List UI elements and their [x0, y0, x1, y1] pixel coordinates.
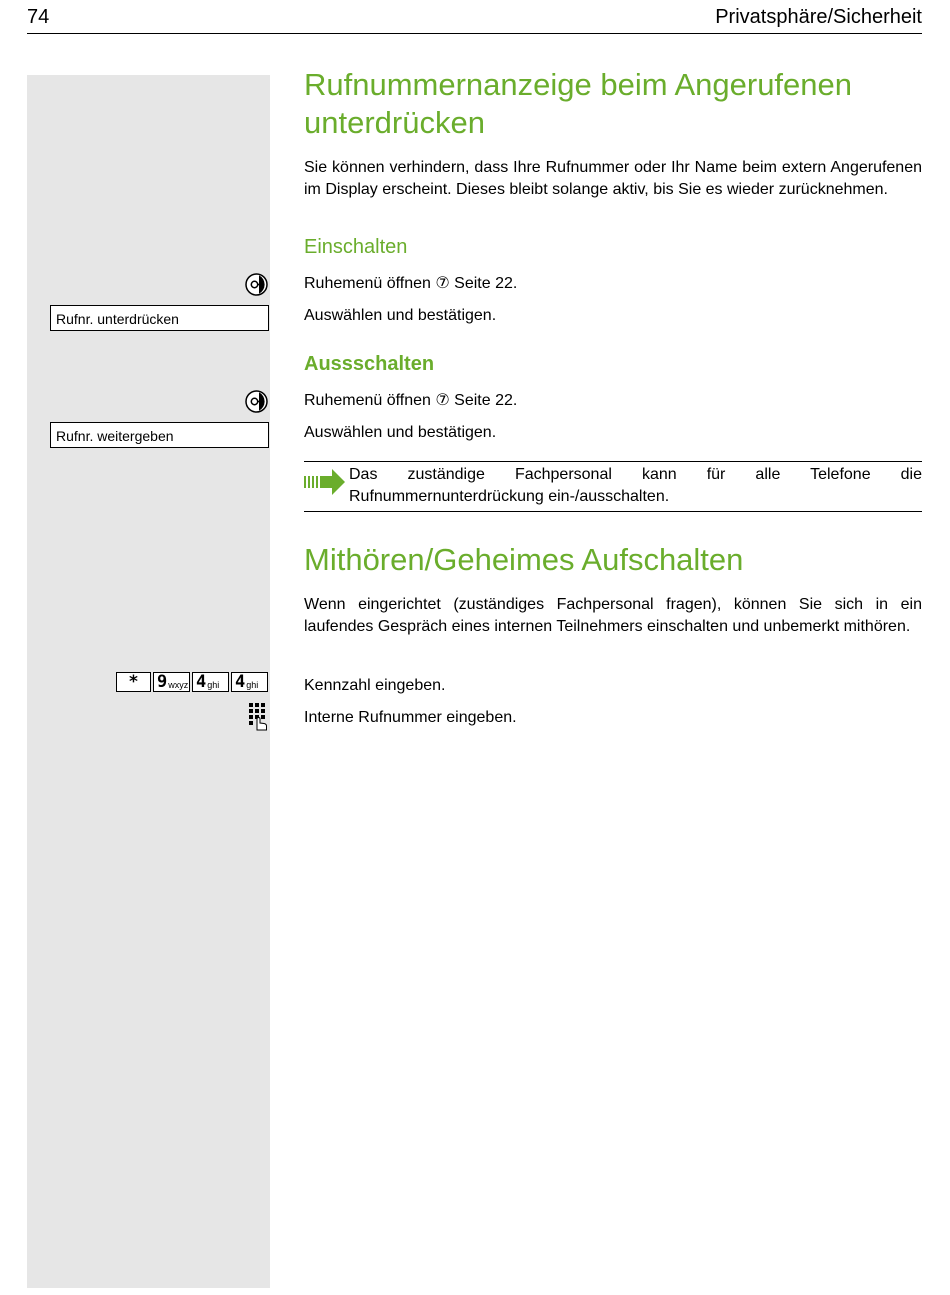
enable-step-select-confirm: Auswählen und bestätigen. [304, 307, 497, 324]
step-enter-code: Kennzahl eingeben. [304, 677, 446, 694]
note-top-rule [304, 461, 922, 462]
step-enter-internal-number: Interne Rufnummer eingeben. [304, 709, 517, 726]
key-4: 4 ghi [231, 672, 268, 692]
disable-step-open-menu: Ruhemenü öffnen ⑦ Seite 22. [304, 392, 518, 409]
chapter-title: Privatsphäre/Sicherheit [715, 6, 922, 28]
subheading-enable: Einschalten [304, 236, 408, 258]
note-bottom-rule [304, 511, 922, 512]
enable-step-open-menu: Ruhemenü öffnen ⑦ Seite 22. [304, 275, 518, 292]
note-arrow-icon [304, 468, 346, 496]
key-star: * [116, 672, 151, 692]
navigator-icon [245, 273, 268, 296]
page-number: 74 [27, 6, 50, 28]
section-title-silent-monitoring: Mithören/Geheimes Aufschalten [304, 542, 744, 577]
menu-option-transmit-number[interactable]: Rufnr. weitergeben [50, 422, 269, 448]
subheading-disable: Aussschalten [304, 353, 435, 375]
section2-intro: Wenn eingerichtet (zuständiges Fachpersonal fragen), können Sie sich in ein laufendes Gespräch eines internen Teilnehmers einschalten und unbemerkt mithören. [304, 596, 922, 635]
section1-intro: Sie können verhindern, dass Ihre Rufnummer oder Ihr Name beim extern Angerufenen im Display erscheint. Dieses bleibt solange aktiv, bis Sie es wieder zurücknehmen. [304, 159, 922, 198]
key-4: 4 ghi [192, 672, 229, 692]
dialpad-icon [249, 703, 268, 731]
key-9: 9 wxyz [153, 672, 190, 692]
header-divider [27, 33, 922, 34]
disable-step-select-confirm: Auswählen und bestätigen. [304, 424, 497, 441]
section-title-suppress-number: Rufnummernanzeige beim Angerufenen unterdrücken [304, 67, 853, 140]
menu-option-suppress-number[interactable]: Rufnr. unterdrücken [50, 305, 269, 331]
note-text: Das zuständige Fachpersonal kann für alle Telefone die Rufnummernunterdrückung ein-/ausschalten. [349, 466, 922, 505]
navigator-icon [245, 390, 268, 413]
